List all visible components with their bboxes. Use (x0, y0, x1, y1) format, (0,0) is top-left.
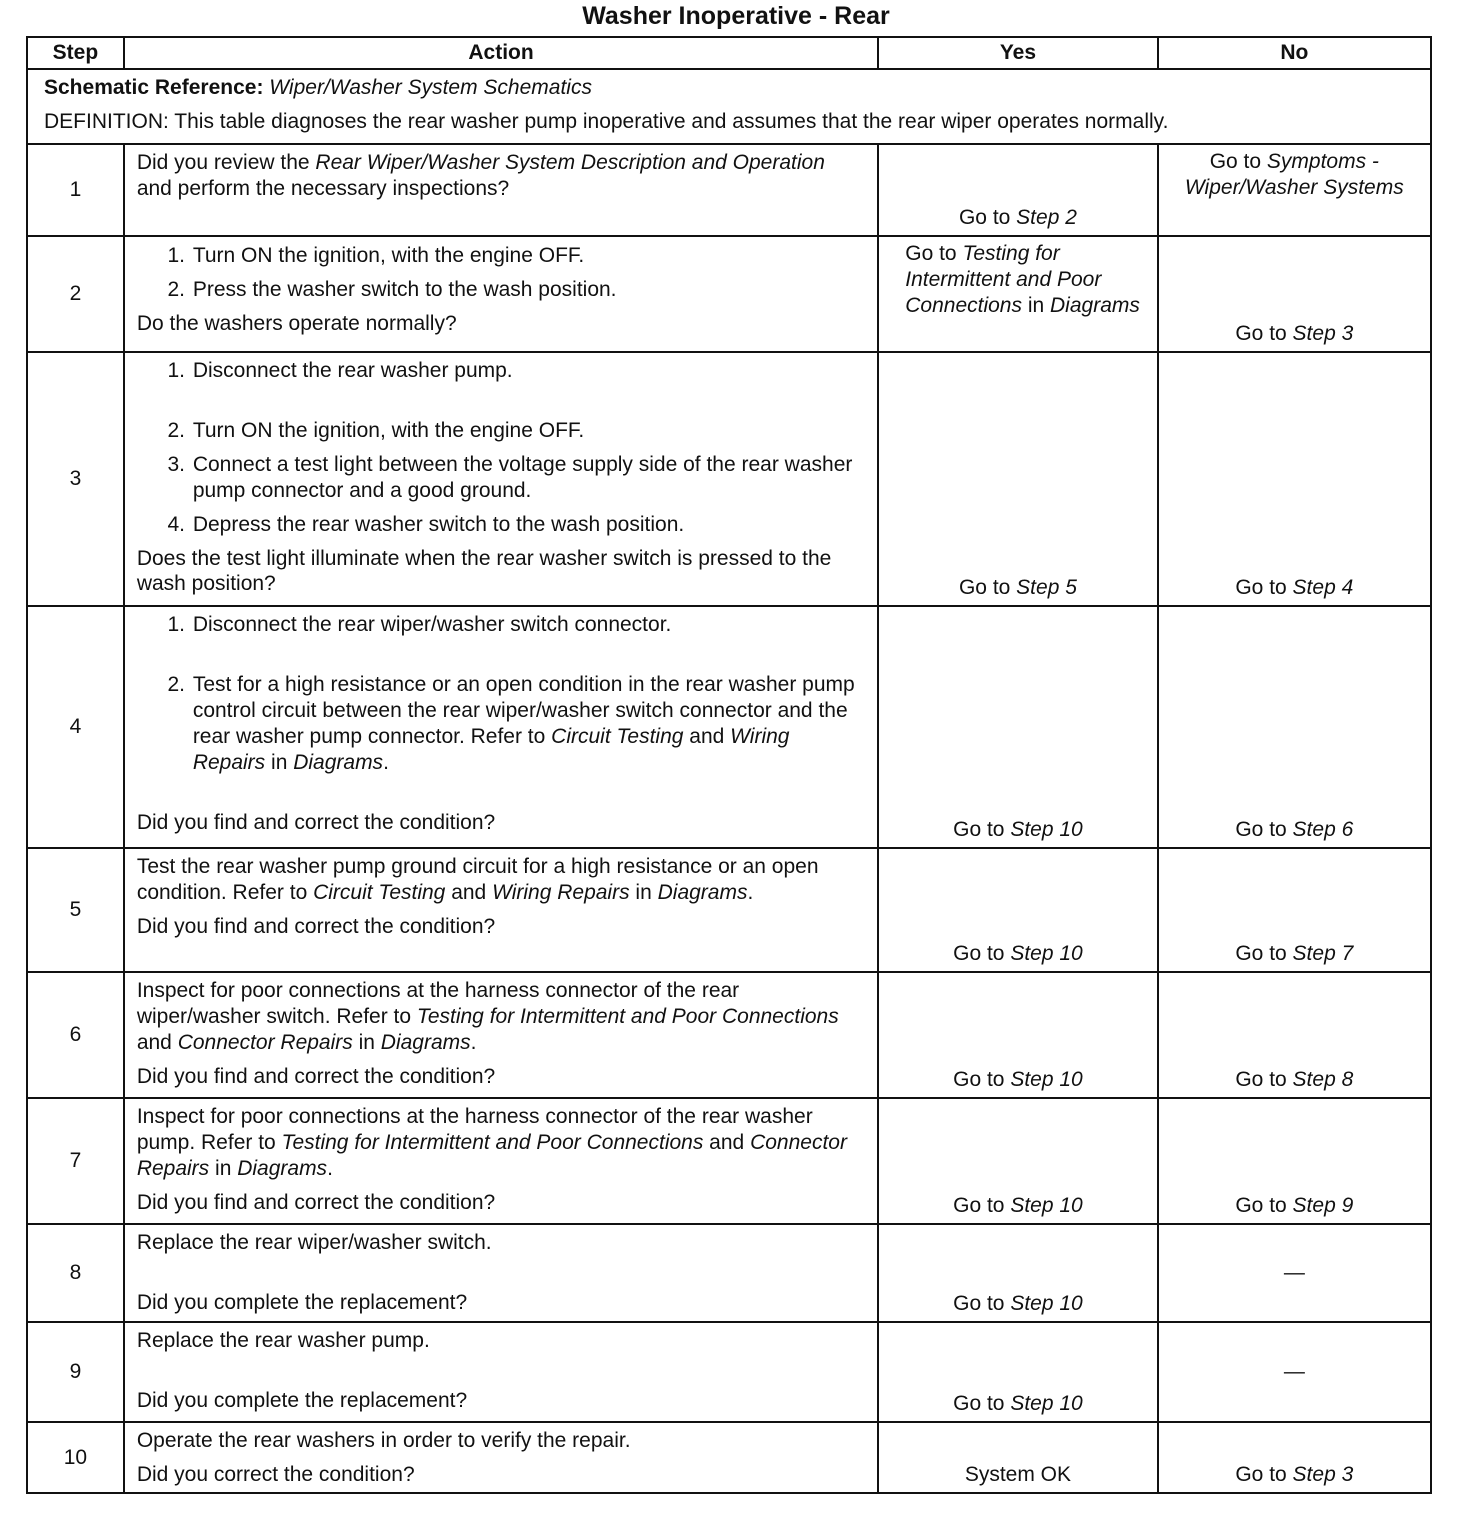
table-row (27, 972, 1431, 1098)
step-question: Did you find and correct the condition? (136, 811, 496, 834)
step-action: Replace the rear washer pump. Did you complete the replacement? (124, 1322, 878, 1422)
step-action (124, 606, 878, 848)
diagnostic-table (26, 36, 1432, 1494)
step-question: Did you complete the replacement? (136, 1291, 468, 1314)
header-action: Action (124, 37, 878, 69)
step-question: Did you find and correct the condition? (136, 1065, 496, 1088)
table-row (27, 1422, 1431, 1493)
no-result: Go to Step 3 (1158, 236, 1431, 352)
table-row (27, 236, 1431, 352)
no-result: Go to Step 9 (1158, 1098, 1431, 1224)
table-row (27, 352, 1431, 606)
step-number: 2 (27, 236, 124, 352)
step-action: Inspect for poor connections at the harness connector of the rear washer pump. Refer to Testing for Intermittent and Poor Connections and Connector Repairs in Diagrams. Did you find and correct the condition? (124, 1098, 878, 1224)
schematic-row (27, 69, 1431, 144)
table-row (27, 848, 1431, 972)
step-question: Did you complete the replacement? (136, 1389, 468, 1412)
definition-text: DEFINITION: This table diagnoses the rear washer pump inoperative and assumes that the rear wiper operates normally. (44, 110, 1169, 133)
list-item: 2. Turn ON the ignition, with the engine OFF. (191, 418, 865, 444)
list-item: 2. Test for a high resistance or an open condition in the rear washer pump control circuit between the rear wiper/washer switch connector and the rear washer pump connector. Refer to Circuit Testing and Wiring Repairs in Diagrams. (191, 672, 865, 776)
table-row (27, 606, 1431, 848)
step-action: Replace the rear wiper/washer switch. Did you complete the replacement? (124, 1224, 878, 1322)
step-question: Did you find and correct the condition? (136, 1191, 496, 1214)
table-row (27, 1098, 1431, 1224)
step-question: Did you correct the condition? (136, 1463, 415, 1486)
table-row (27, 144, 1431, 236)
table-row (27, 1224, 1431, 1322)
step-number: 9 (27, 1322, 124, 1422)
yes-result: Go to Step 10 (878, 606, 1157, 848)
step-number: 5 (27, 848, 124, 972)
yes-result: Go to Step 5 (878, 352, 1157, 606)
step-question: Do the washers operate normally? (136, 312, 457, 335)
list-item: 3. Connect a test light between the voltage supply side of the rear washer pump connector and a good ground. (191, 452, 865, 504)
step-question: Did you find and correct the condition? (136, 915, 496, 938)
no-result: Go to Step 7 (1158, 848, 1431, 972)
no-result: Go to Step 4 (1158, 352, 1431, 606)
list-item: 2. Press the washer switch to the wash position. (191, 277, 865, 303)
schematic-link: Wiper/Washer System Schematics (269, 76, 592, 99)
yes-result: Go to Step 10 (878, 972, 1157, 1098)
step-action: Operate the rear washers in order to verify the repair. Did you correct the condition? (124, 1422, 878, 1493)
step-action (124, 236, 878, 352)
step-number: 3 (27, 352, 124, 606)
step-action: Test the rear washer pump ground circuit for a high resistance or an open condition. Refer to Circuit Testing and Wiring Repairs in Diagrams. Did you find and correct the condition? (124, 848, 878, 972)
yes-result: Go to Step 10 (878, 1322, 1157, 1422)
no-result: Go to Step 8 (1158, 972, 1431, 1098)
yes-result: Go to Step 2 (878, 144, 1157, 236)
header-no: No (1158, 37, 1431, 69)
header-step: Step (27, 37, 124, 69)
step-number: 8 (27, 1224, 124, 1322)
step-question: Does the test light illuminate when the rear washer switch is pressed to the wash position? (136, 547, 832, 595)
yes-result: Go to Testing for Intermittent and Poor Connections in Diagrams (878, 236, 1157, 352)
list-item: 1. Disconnect the rear washer pump. (191, 358, 865, 384)
step-action: Did you review the Rear Wiper/Washer System Description and Operation and perform the necessary inspections? (124, 144, 878, 236)
step-number: 6 (27, 972, 124, 1098)
no-result: Go to Symptoms - Wiper/Washer Systems (1158, 144, 1431, 236)
list-item: 4. Depress the rear washer switch to the wash position. (191, 512, 865, 538)
no-result: — (1158, 1322, 1431, 1422)
step-action (124, 352, 878, 606)
no-result: Go to Step 6 (1158, 606, 1431, 848)
page-title: Washer Inoperative - Rear (582, 2, 890, 30)
table-row (27, 1322, 1431, 1422)
list-item: 1. Disconnect the rear wiper/washer switch connector. (191, 612, 865, 638)
no-result: — (1158, 1224, 1431, 1322)
header-row (27, 37, 1431, 69)
step-number: 4 (27, 606, 124, 848)
step-number: 7 (27, 1098, 124, 1224)
no-result: Go to Step 3 (1158, 1422, 1431, 1493)
yes-result: Go to Step 10 (878, 848, 1157, 972)
step-number: 1 (27, 144, 124, 236)
yes-result: Go to Step 10 (878, 1098, 1157, 1224)
yes-result: System OK (878, 1422, 1157, 1493)
yes-result: Go to Step 10 (878, 1224, 1157, 1322)
list-item: 1. Turn ON the ignition, with the engine OFF. (191, 243, 865, 269)
header-yes: Yes (878, 37, 1157, 69)
step-number: 10 (27, 1422, 124, 1493)
schematic-reference: Schematic Reference: Wiper/Washer System Schematics (44, 76, 592, 99)
step-action: Inspect for poor connections at the harness connector of the rear wiper/washer switch. Refer to Testing for Intermittent and Poor Connections and Connector Repairs in Diagrams. Did you find and correct the condition? (124, 972, 878, 1098)
